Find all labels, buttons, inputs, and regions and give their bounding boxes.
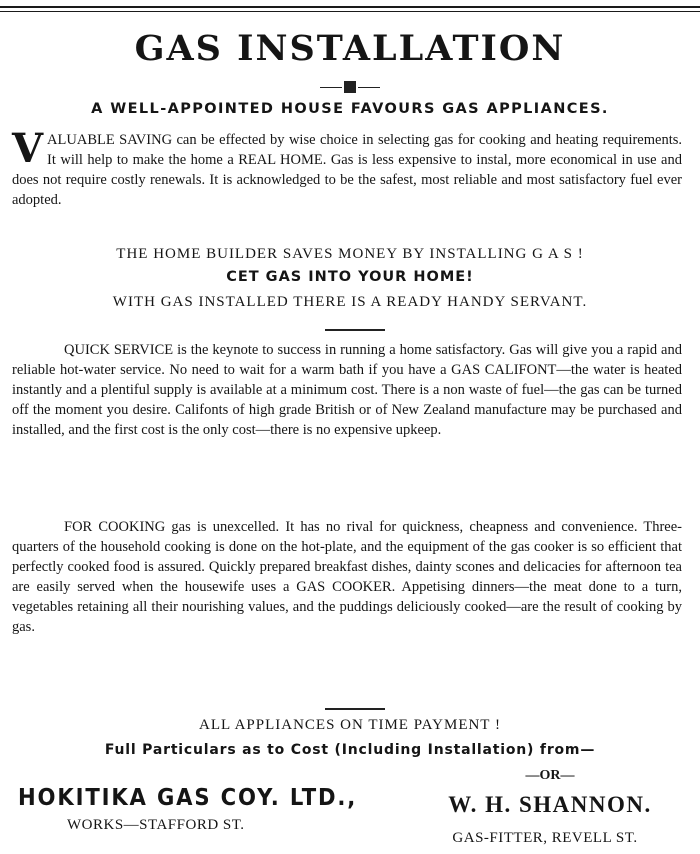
fitter-address: GAS-FITTER, REVELL ST.	[452, 830, 638, 846]
ad-subtitle: A WELL-APPOINTED HOUSE FAVOURS GAS APPLIANCES.	[91, 101, 609, 117]
paragraph-valuable-saving	[12, 125, 682, 210]
top-border-thin	[0, 11, 700, 12]
paragraph-quick-service: QUICK SERVICE is the keynote to success in running a home satisfactory. Gas will give you a rapid and reliable hot-water service. No need to wait for a warm bath if you have a GAS CALIFONT—the water is heated instantly and a plentiful supply is available at a minimum cost. There is a non waste of fuel—the gas can be turned off the moment you desire. Califonts of high grade British or of New Zealand manufacture may be purchased and installed, and the first cost is the only cost—there is no expensive upkeep.	[12, 342, 682, 438]
fitter-name: W. H. SHANNON.	[448, 792, 652, 817]
or-separator: —OR—	[525, 768, 575, 783]
ad-title: GAS INSTALLATION	[134, 28, 566, 69]
drop-cap: V	[12, 125, 44, 172]
paragraph-valuable-saving-text: ALUABLE SAVING can be effected by wise choice in selecting gas for cooking and heating requirements. It will help to make the home a REAL HOME. Gas is less expensive to instal, more economical in use and does not require costly renewals. It is acknowledged to be the safest, most reliable and most satisfactory fuel ever adopted.	[12, 132, 682, 208]
ornament-icon	[344, 81, 356, 93]
paragraph-for-cooking: FOR COOKING gas is unexcelled. It has no rival for quickness, cheapness and convenience. Three-quarters of the household cooking is done on the hot-plate, and the equipment of the gas cooker is so efficient that perfectly cooked food is assured. Quickly prepared breakfast dishes, dainty scones and delicacies for afternoon tea are easily served when the housewife uses a GAS COOKER. Appetising dinners—the meat done to a turn, vegetables retaining all their nourishing values, and the puddings deliciously cooked—are the result of cooking by gas.	[12, 519, 682, 635]
company-name: HOKITIKA GAS COY. LTD.,	[18, 785, 358, 811]
heading-home-builder: THE HOME BUILDER SAVES MONEY BY INSTALLING G A S !	[116, 246, 584, 262]
ornament-divider	[320, 81, 380, 93]
appliances-time-payment: ALL APPLIANCES ON TIME PAYMENT !	[199, 717, 501, 733]
top-border	[0, 6, 700, 8]
heading-handy-servant: WITH GAS INSTALLED THERE IS A READY HANDY SERVANT.	[112, 294, 588, 310]
section-divider-2	[325, 708, 385, 710]
heading-get-gas: CET GAS INTO YOUR HOME!	[226, 269, 474, 285]
company-works-address: WORKS—STAFFORD ST.	[67, 817, 245, 833]
section-divider	[325, 329, 385, 331]
particulars-line: Full Particulars as to Cost (Including Installation) from—	[104, 742, 596, 758]
